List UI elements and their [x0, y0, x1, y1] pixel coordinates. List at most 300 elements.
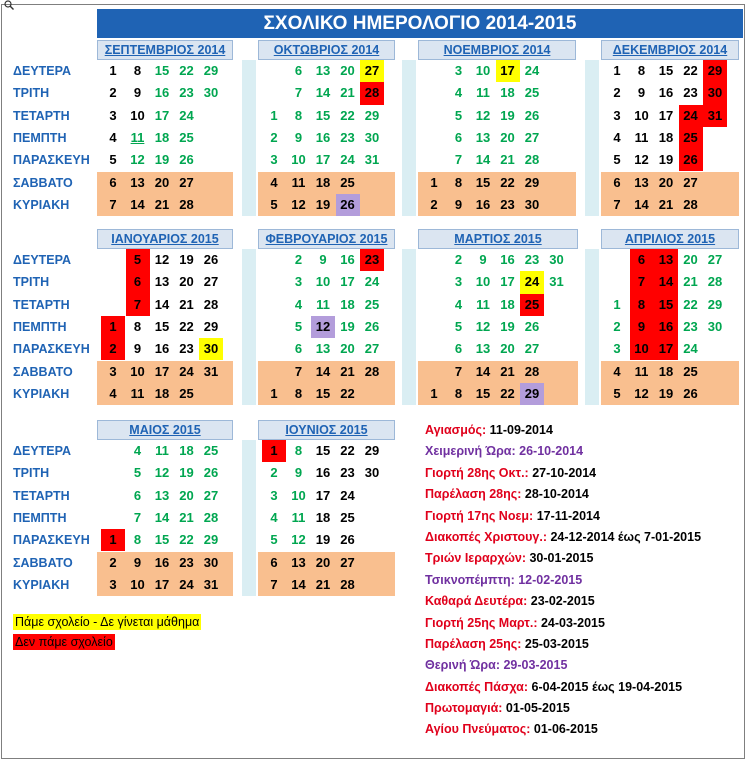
event-date: 23-02-2015	[530, 594, 595, 609]
month-block	[258, 229, 395, 405]
day-cell: 13	[315, 341, 331, 357]
day-cell: 13	[154, 274, 170, 290]
day-cell: 17	[154, 576, 170, 592]
day-cell: 17	[500, 274, 515, 290]
month-separator	[242, 249, 256, 405]
day-label: ΚΥΡΙΑΚΗ	[13, 197, 70, 212]
day-cell: 7	[630, 271, 654, 293]
day-cell: 25	[524, 85, 540, 101]
day-cell: 3	[613, 107, 621, 123]
day-cell: 28	[203, 509, 219, 525]
day-cell: 9	[319, 252, 327, 267]
day-cell: 16	[154, 85, 170, 101]
month-block	[418, 229, 578, 405]
day-cell: 27	[524, 129, 540, 145]
day-label: ΤΡΙΤΗ	[13, 275, 50, 290]
day-cell: 22	[340, 385, 355, 401]
day-cell: 8	[294, 107, 303, 123]
day-cell: 22	[683, 296, 698, 312]
event-item	[425, 420, 735, 441]
day-cell: 27	[364, 341, 380, 357]
event-label: Αγίου Πνεύματος:	[425, 722, 534, 737]
day-cell: 24	[364, 274, 380, 290]
day-cell: 7	[294, 85, 303, 101]
day-cell: 14	[154, 509, 170, 525]
day-cell: 12	[154, 252, 170, 267]
day-cell: 25	[520, 294, 544, 316]
day-cell: 25	[364, 296, 380, 312]
day-cell: 10	[130, 576, 145, 592]
day-cell: 2	[613, 85, 621, 101]
day-cell: 23	[179, 85, 194, 101]
day-cell: 22	[683, 63, 698, 78]
day-cell: 11	[130, 129, 145, 145]
day-cell: 3	[294, 274, 303, 290]
day-cell: 26	[203, 465, 219, 481]
day-cell: 2	[270, 465, 278, 481]
day-cell: 18	[179, 443, 194, 458]
event-item	[425, 441, 735, 462]
event-label: Αγιασμός:	[425, 423, 490, 437]
day-cell: 30	[199, 338, 223, 360]
day-cell: 1	[270, 107, 278, 123]
day-cell: 28	[524, 152, 540, 168]
day-cell: 3	[454, 63, 463, 78]
day-cell: 18	[154, 129, 170, 145]
day-cell: 27	[683, 174, 698, 190]
day-cell: 30	[203, 554, 219, 570]
day-cell: 24	[520, 271, 544, 293]
day-cell: 30	[549, 252, 564, 267]
day-cell: 17	[154, 107, 170, 123]
day-cell: 2	[101, 338, 125, 360]
day-cell: 9	[133, 554, 142, 570]
day-cell: 24	[179, 576, 194, 592]
day-cell: 20	[179, 274, 194, 290]
day-cell: 19	[179, 465, 194, 481]
day-cell: 7	[270, 576, 278, 592]
day-cell: 12	[634, 385, 649, 401]
day-cell: 2	[109, 554, 117, 570]
day-cell: 1	[262, 440, 286, 462]
event-date: 30-01-2015	[529, 551, 594, 566]
day-cell: 2	[454, 252, 463, 267]
day-cell: 8	[294, 443, 303, 458]
day-cell: 17	[496, 60, 520, 82]
month-block	[258, 420, 395, 596]
event-date: 26-10-2014	[519, 444, 584, 459]
day-cell: 9	[294, 129, 303, 145]
event-label: Διακοπές Χριστουγ.:	[425, 529, 551, 544]
day-cell: 17	[154, 363, 170, 379]
month-separator	[242, 60, 256, 216]
day-cell: 20	[683, 252, 698, 267]
event-label: Γιορτή 17ης Νοεμ:	[425, 508, 537, 523]
day-cell: 26	[340, 532, 355, 548]
day-cell: 6	[270, 554, 278, 570]
day-cell: 15	[154, 532, 170, 548]
day-cell: 10	[291, 152, 306, 168]
day-cell: 20	[179, 487, 194, 503]
day-cell: 6	[630, 249, 654, 271]
event-label: Θερινή Ώρα:	[425, 658, 504, 673]
event-item	[425, 634, 735, 655]
day-cell: 14	[654, 271, 678, 293]
day-cell: 6	[613, 174, 621, 190]
month-title: ΟΚΤΩΒΡΙΟΣ 2014	[258, 40, 395, 60]
day-label: ΚΥΡΙΑΚΗ	[13, 577, 70, 592]
day-cell: 4	[454, 85, 463, 101]
day-cell: 17	[315, 487, 331, 503]
day-cell: 30	[203, 85, 219, 101]
day-cell: 25	[179, 385, 194, 401]
day-label: ΠΕΜΠΤΗ	[13, 510, 67, 525]
day-cell: 1	[613, 63, 621, 78]
day-cell: 13	[154, 487, 170, 503]
day-cell: 13	[315, 63, 331, 78]
month-block	[418, 40, 576, 216]
day-cell: 23	[360, 249, 384, 271]
day-cell: 28	[683, 196, 698, 212]
day-cell: 5	[270, 532, 278, 548]
month-separator	[242, 440, 256, 596]
day-cell: 21	[179, 296, 194, 312]
day-cell: 9	[133, 85, 142, 101]
day-cell: 24	[340, 152, 355, 168]
day-cell: 6	[133, 487, 142, 503]
day-cell: 17	[654, 338, 678, 360]
month-title: ΙΟΥΝΙΟΣ 2015	[258, 420, 395, 440]
day-cell: 27	[524, 341, 540, 357]
day-cell: 16	[654, 316, 678, 338]
event-date: 24-12-2014 έως 7-01-2015	[550, 529, 702, 544]
day-cell: 17	[315, 152, 331, 168]
day-cell: 22	[179, 63, 194, 78]
month-title: ΑΠΡΙΛΙΟΣ 2015	[601, 229, 739, 249]
day-cell: 2	[109, 85, 117, 101]
event-label: Παρέλαση 28ης:	[425, 487, 525, 502]
day-cell: 25	[179, 129, 194, 145]
day-cell: 26	[683, 385, 698, 401]
day-cell: 3	[109, 363, 117, 379]
day-cell: 12	[475, 107, 491, 123]
day-cell: 12	[154, 465, 170, 481]
event-label: Γιορτή 25ης Μαρτ.:	[425, 615, 541, 630]
day-cell: 8	[454, 174, 463, 190]
day-label: ΔΕΥΤΕΡΑ	[13, 444, 72, 458]
event-date: 29-03-2015	[503, 658, 568, 673]
day-cell: 28	[364, 363, 380, 379]
day-cell: 21	[340, 85, 355, 101]
day-cell: 28	[179, 196, 194, 212]
legend-yellow: Πάμε σχολείο - Δε γίνεται μάθημα	[15, 615, 200, 629]
day-cell: 16	[475, 196, 491, 212]
day-cell: 4	[109, 385, 117, 401]
day-cell: 10	[475, 274, 491, 290]
day-cell: 12	[130, 152, 145, 168]
day-cell: 22	[340, 107, 355, 123]
day-label: ΣΑΒΒΑΤΟ	[13, 555, 73, 570]
month-block	[258, 40, 395, 216]
day-cell: 18	[500, 85, 515, 101]
day-cell: 5	[126, 249, 150, 271]
day-cell: 23	[179, 341, 194, 357]
day-cell: 14	[475, 152, 491, 168]
day-cell: 7	[613, 196, 621, 212]
day-cell: 5	[613, 385, 621, 401]
day-cell: 14	[130, 196, 145, 212]
day-cell: 21	[500, 363, 515, 379]
event-date: 11-09-2014	[489, 423, 553, 437]
event-label: Γιορτή 28ης Οκτ.:	[425, 465, 533, 480]
day-cell: 19	[658, 385, 674, 401]
day-cell: 23	[683, 85, 698, 101]
day-label: ΠΑΡΑΣΚΕΥΗ	[13, 342, 90, 357]
event-date: 24-03-2015	[540, 615, 605, 630]
day-cell: 6	[109, 174, 117, 190]
day-cell: 15	[658, 63, 674, 78]
day-cell: 18	[315, 509, 331, 525]
day-cell: 20	[658, 174, 674, 190]
day-cell: 25	[340, 174, 355, 190]
day-cell: 15	[315, 385, 331, 401]
day-cell: 27	[179, 174, 194, 190]
day-cell: 16	[154, 554, 170, 570]
day-cell: 4	[133, 443, 142, 458]
day-cell: 20	[340, 341, 355, 357]
day-cell: 8	[133, 532, 142, 548]
day-cell: 19	[315, 532, 331, 548]
day-cell: 29	[203, 318, 219, 334]
day-cell: 11	[155, 443, 169, 458]
day-cell: 11	[130, 385, 145, 401]
calendar-title: ΣΧΟΛΙΚΟ ΗΜΕΡΟΛΟΓΙΟ 2014-2015	[97, 9, 743, 38]
day-cell: 12	[475, 318, 491, 334]
event-item	[425, 570, 735, 591]
day-cell: 29	[364, 107, 380, 123]
day-cell: 13	[654, 249, 678, 271]
day-cell: 20	[154, 174, 170, 190]
day-cell: 21	[179, 509, 194, 525]
day-cell: 13	[130, 174, 145, 190]
day-label: ΔΕΥΤΕΡΑ	[13, 64, 72, 78]
event-item	[425, 655, 735, 676]
day-cell: 17	[340, 274, 355, 290]
day-cell: 10	[130, 363, 145, 379]
month-title: ΔΕΚΕΜΒΡΙΟΣ 2014	[601, 40, 739, 60]
day-cell: 16	[340, 252, 355, 267]
day-cell: 20	[315, 554, 331, 570]
day-cell: 14	[315, 363, 331, 379]
day-cell: 28	[203, 296, 219, 312]
day-cell: 3	[109, 576, 117, 592]
day-cell: 15	[315, 107, 331, 123]
day-cell: 3	[270, 152, 278, 168]
day-cell: 2	[270, 129, 278, 145]
day-cell: 6	[454, 129, 463, 145]
day-cell: 1	[270, 385, 278, 401]
day-cell: 14	[154, 296, 170, 312]
day-cell: 8	[294, 385, 303, 401]
day-cell: 24	[683, 341, 698, 357]
month-separator	[402, 249, 416, 405]
event-label: Τσικνοπέμπτη:	[425, 572, 519, 587]
day-cell: 29	[707, 296, 723, 312]
day-cell: 7	[126, 294, 150, 316]
day-cell: 8	[637, 63, 646, 78]
event-item	[425, 719, 735, 740]
day-cell: 4	[613, 129, 621, 145]
day-cell: 23	[340, 465, 355, 481]
day-cell: 5	[133, 465, 142, 481]
day-cell: 7	[294, 363, 303, 379]
month-separator	[402, 60, 416, 216]
day-cell: 19	[658, 152, 674, 168]
event-item	[425, 484, 735, 505]
event-date: 6-04-2015 έως 19-04-2015	[531, 679, 683, 694]
event-label: Πρωτομαγιά:	[425, 701, 506, 716]
day-cell: 10	[291, 487, 306, 503]
day-cell: 28	[707, 274, 723, 290]
day-cell: 9	[630, 316, 654, 338]
day-cell: 3	[270, 487, 278, 503]
day-cell: 1	[101, 529, 125, 551]
month-block	[601, 229, 739, 405]
day-cell: 29	[520, 383, 544, 405]
day-cell: 23	[500, 196, 515, 212]
day-cell: 4	[454, 296, 463, 312]
event-item	[425, 463, 735, 484]
day-cell: 5	[454, 107, 463, 123]
day-cell: 5	[454, 318, 463, 334]
day-label: ΠΕΜΠΤΗ	[13, 130, 67, 145]
day-cell: 6	[454, 341, 463, 357]
day-cell: 2	[430, 196, 438, 212]
day-cell: 21	[683, 274, 698, 290]
day-cell: 29	[703, 60, 727, 82]
legend-red: Δεν πάμε σχολείο	[15, 635, 113, 649]
day-label: ΣΑΒΒΑΤΟ	[13, 364, 73, 379]
day-cell: 12	[634, 152, 649, 168]
day-label: ΤΡΙΤΗ	[13, 466, 50, 481]
day-label: ΠΑΡΑΣΚΕΥΗ	[13, 533, 90, 548]
day-cell: 16	[315, 465, 331, 481]
day-cell: 7	[133, 509, 142, 525]
day-cell: 29	[203, 532, 219, 548]
day-cell: 24	[340, 487, 355, 503]
day-cell: 21	[500, 152, 515, 168]
day-cell: 18	[340, 296, 355, 312]
day-cell: 1	[109, 63, 117, 78]
event-item	[425, 548, 735, 569]
day-cell: 9	[133, 341, 142, 357]
month-title: ΣΕΠΤΕΜΒΡΙΟΣ 2014	[97, 40, 233, 60]
day-cell: 29	[524, 174, 540, 190]
day-cell: 3	[109, 107, 117, 123]
day-cell: 4	[294, 296, 303, 312]
day-label: ΤΕΤΑΡΤΗ	[13, 488, 70, 503]
day-cell: 12	[291, 196, 306, 212]
day-cell: 20	[340, 63, 355, 78]
event-label: Διακοπές Πάσχα:	[425, 679, 532, 694]
day-cell: 25	[340, 509, 355, 525]
day-cell: 2	[613, 318, 621, 334]
day-cell: 26	[524, 318, 540, 334]
day-cell: 11	[291, 174, 306, 190]
day-cell: 1	[613, 296, 621, 312]
event-date: 25-03-2015	[524, 636, 589, 651]
day-cell: 10	[130, 107, 145, 123]
day-label: ΤΕΤΑΡΤΗ	[13, 108, 70, 123]
day-cell: 6	[294, 63, 303, 78]
day-cell: 13	[475, 129, 491, 145]
day-cell: 9	[479, 252, 487, 267]
day-cell: 11	[476, 296, 490, 312]
day-cell: 12	[311, 316, 335, 338]
month-title: ΙΑΝΟΥΑΡΙΟΣ 2015	[97, 229, 233, 249]
event-date: 28-10-2014	[524, 487, 589, 502]
day-cell: 4	[613, 363, 621, 379]
day-cell: 10	[630, 338, 654, 360]
day-cell: 30	[364, 129, 380, 145]
day-cell: 9	[637, 85, 646, 101]
day-cell: 18	[500, 296, 515, 312]
day-cell: 20	[500, 129, 515, 145]
day-cell: 5	[613, 152, 621, 168]
day-cell: 7	[109, 196, 117, 212]
event-date: 17-11-2014	[536, 508, 600, 523]
day-cell: 7	[454, 152, 463, 168]
day-cell: 5	[270, 196, 278, 212]
day-cell: 11	[634, 363, 649, 379]
day-cell: 22	[340, 443, 355, 458]
day-cell: 5	[109, 152, 117, 168]
day-cell: 30	[524, 196, 540, 212]
day-cell: 26	[203, 252, 219, 267]
day-label: ΤΡΙΤΗ	[13, 86, 50, 101]
day-cell: 30	[703, 82, 727, 104]
day-cell: 27	[203, 274, 219, 290]
day-cell: 15	[154, 63, 170, 78]
month-block	[97, 420, 233, 596]
day-cell: 21	[658, 196, 674, 212]
month-separator	[585, 249, 599, 405]
day-cell: 3	[613, 341, 621, 357]
day-cell: 15	[475, 174, 491, 190]
day-cell: 10	[315, 274, 331, 290]
day-cell: 11	[316, 296, 330, 312]
day-cell: 18	[315, 174, 331, 190]
event-item	[425, 677, 735, 698]
day-label: ΤΕΤΑΡΤΗ	[13, 297, 70, 312]
day-cell: 28	[360, 82, 384, 104]
day-cell: 27	[340, 554, 355, 570]
day-cell: 16	[315, 129, 331, 145]
day-cell: 14	[291, 576, 306, 592]
event-item	[425, 527, 735, 548]
month-title: ΜΑΡΤΙΟΣ 2015	[418, 229, 578, 249]
day-cell: 2	[294, 252, 303, 267]
day-cell: 6	[294, 341, 303, 357]
month-title: ΜΑΙΟΣ 2015	[97, 420, 233, 440]
day-cell: 28	[524, 363, 540, 379]
day-label: ΚΥΡΙΑΚΗ	[13, 386, 70, 401]
event-item	[425, 613, 735, 634]
day-cell: 9	[454, 196, 463, 212]
day-cell: 18	[154, 385, 170, 401]
day-cell: 22	[500, 174, 515, 190]
day-label: ΠΑΡΑΣΚΕΥΗ	[13, 153, 90, 168]
